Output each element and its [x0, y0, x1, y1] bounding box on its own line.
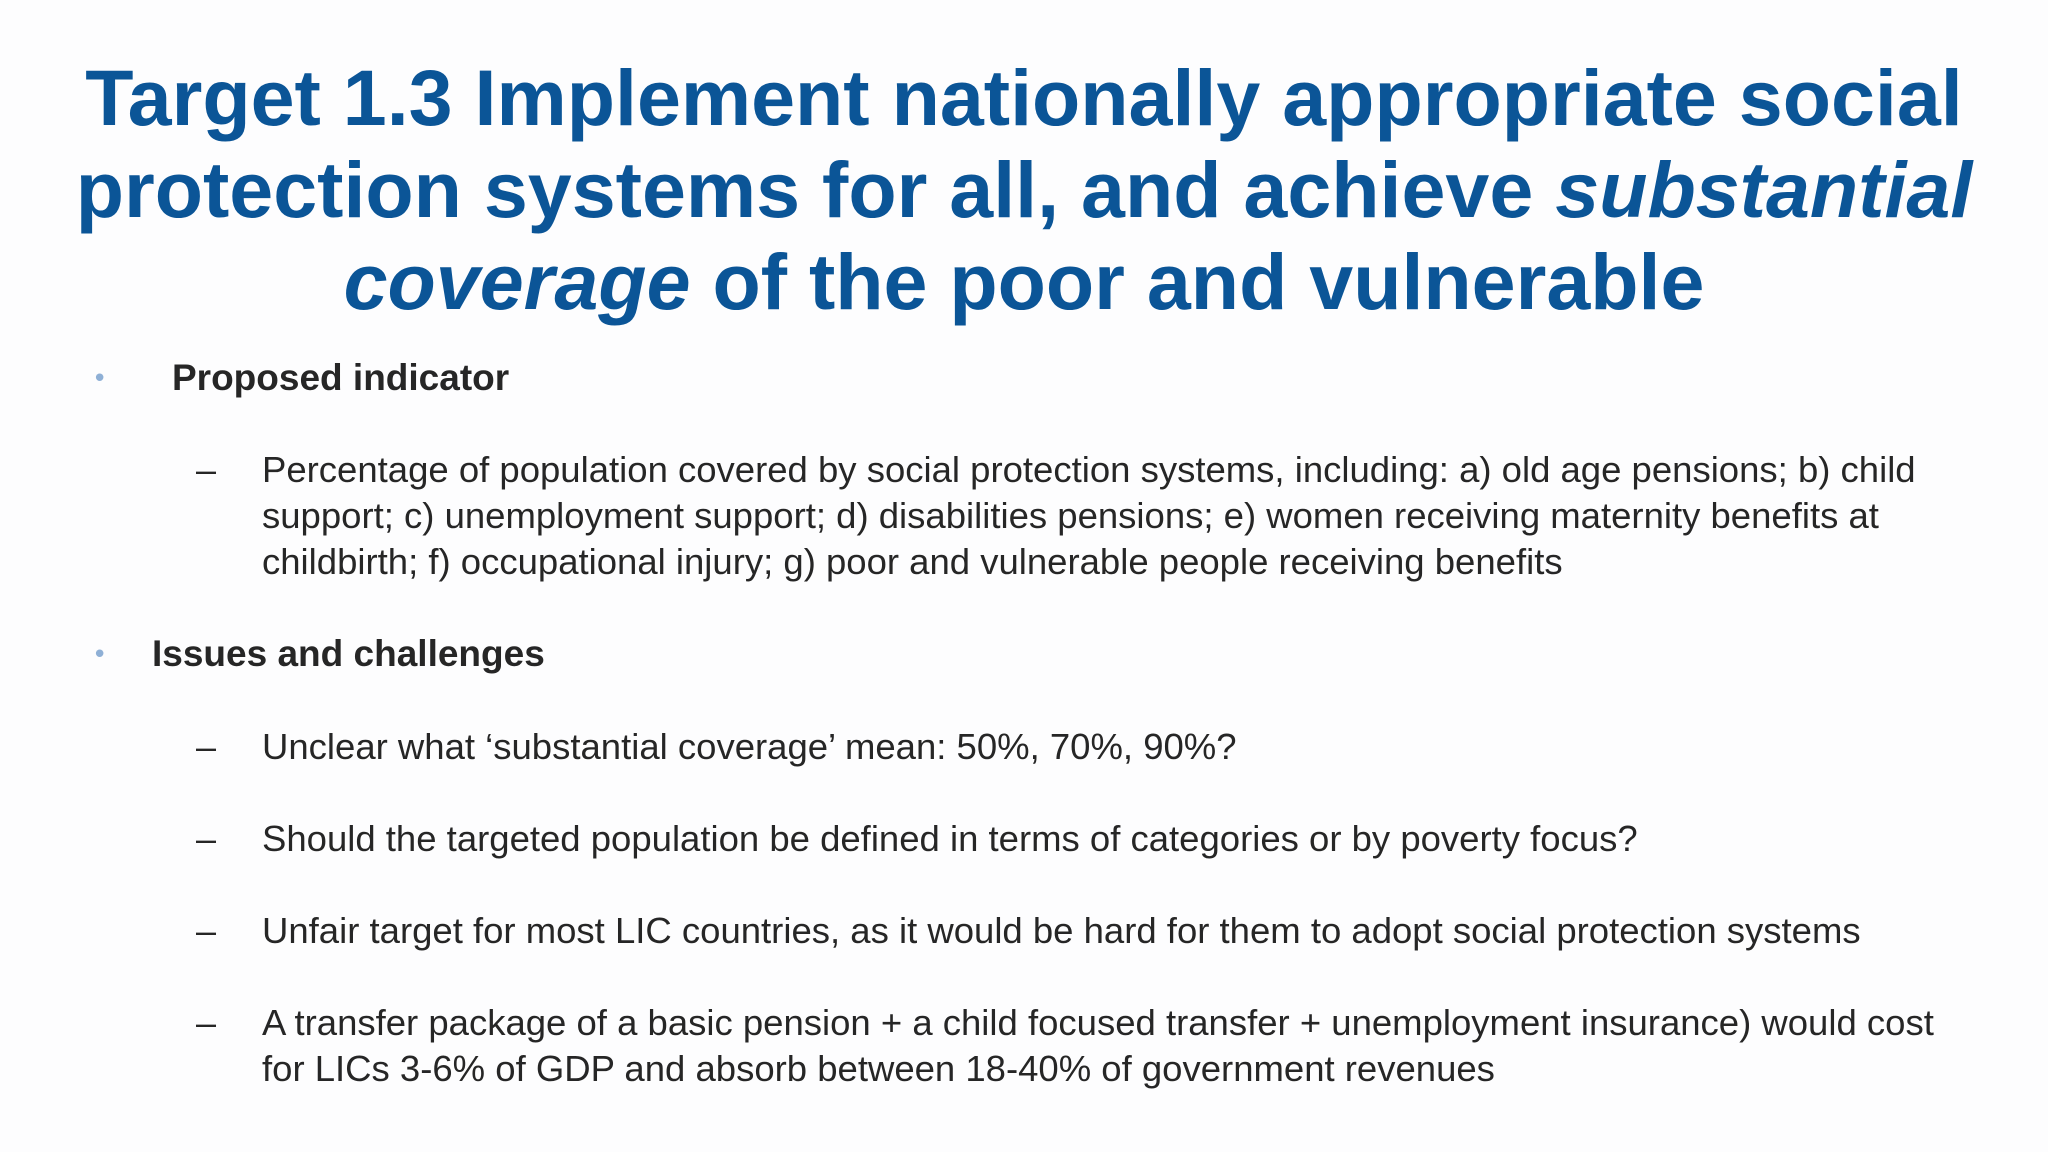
- title-part-2: of the poor and vulnerable: [690, 237, 1705, 326]
- indicator-description: Percentage of population covered by social protection systems, including: a) old age pensions; b) child support; c) unemployment support; d) disabilities pensions; e) women receiving maternity benefits at childbirth; f) occupational injury; g) poor and vulnerable people receiving benefits: [262, 449, 1916, 582]
- title-part-1: Target 1.3 Implement nationally appropriate social protection systems for all, and achieve: [75, 53, 1963, 234]
- issue-item: A transfer package of a basic pension + a child focused transfer + unemployment insurance) would cost for LICs 3-6% of GDP and absorb between 18-40% of government revenues: [262, 1002, 1934, 1089]
- issue-item: Should the targeted population be defined in terms of categories or by poverty focus?: [262, 818, 1638, 859]
- dash-marker: –: [196, 818, 217, 859]
- dash-marker: –: [196, 726, 217, 767]
- bullet-heading-proposed-indicator: Proposed indicator: [172, 357, 510, 398]
- bullet-marker: •: [92, 364, 108, 394]
- issue-item: Unclear what ‘substantial coverage’ mean: 50%, 70%, 90%?: [262, 726, 1237, 767]
- issue-item: Unfair target for most LIC countries, as it would be hard for them to adopt social protection systems: [262, 910, 1861, 951]
- dash-marker: –: [196, 910, 217, 951]
- title-italic-phrase: substantial coverage: [343, 145, 1973, 326]
- bullet-heading-issues-and-challenges: Issues and challenges: [152, 633, 545, 674]
- dash-marker: –: [196, 1002, 217, 1043]
- slide-title: [60, 52, 1988, 328]
- bullet-marker: •: [92, 640, 108, 670]
- dash-marker: –: [196, 449, 217, 490]
